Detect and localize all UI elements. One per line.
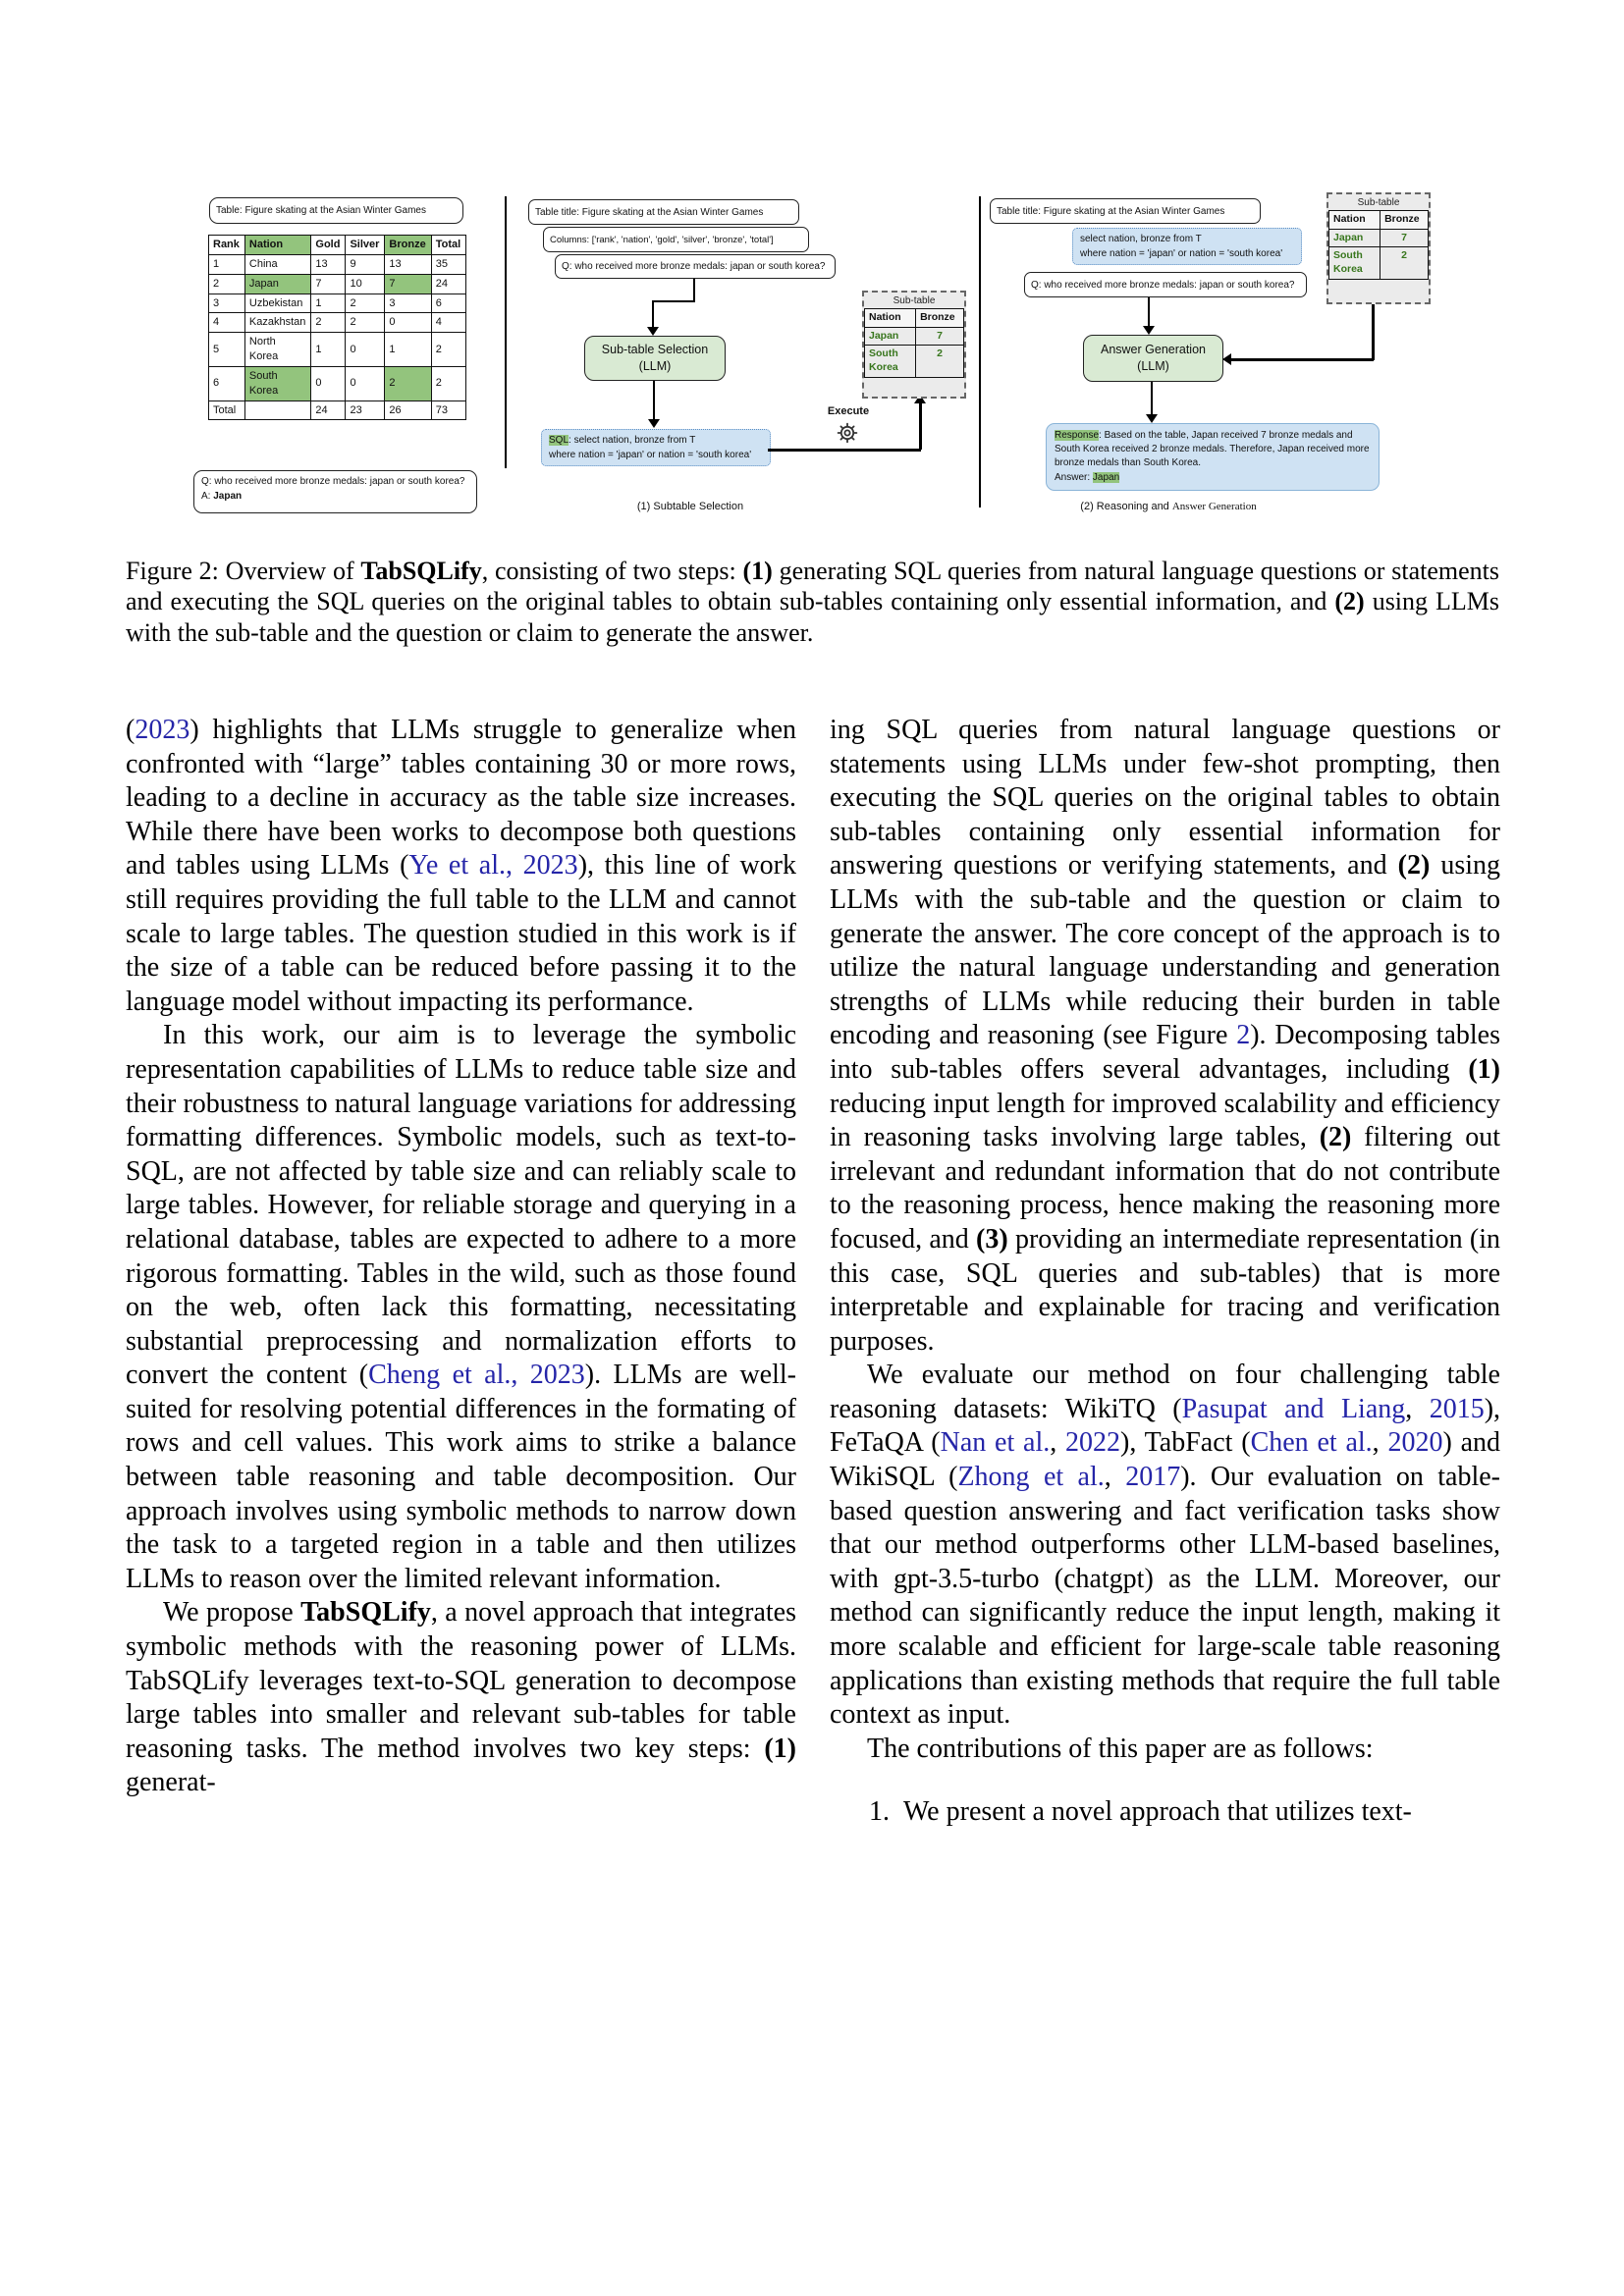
text-segment: select nation, bronze from T (1080, 234, 1202, 244)
paragraph (126, 1596, 796, 1800)
paragraph (830, 714, 1500, 1359)
subtable-table (864, 308, 964, 378)
panel3-caption (1041, 501, 1296, 512)
text-segment: TabSQLify (300, 1597, 431, 1629)
citation-link[interactable]: 2023 (135, 715, 190, 745)
arrow-segment (693, 279, 695, 302)
columns-list: Columns: ['rank', 'nation', 'gold', 'silver', 'bronze', 'total'] (550, 234, 774, 245)
citation-link[interactable]: 2 (1236, 1020, 1251, 1051)
citation-link[interactable]: 2015 (1429, 1393, 1485, 1424)
text-segment: SQL (549, 435, 569, 446)
column-header: Rank (209, 236, 245, 255)
text-segment: where nation = 'japan' or nation = 'south korea' (549, 450, 752, 460)
table-row (865, 346, 964, 377)
table-cell: 13 (385, 254, 431, 274)
text-segment: ), TabFact ( (1120, 1427, 1251, 1459)
text-segment: TabSQLify (360, 557, 482, 585)
llm-box-line1: Sub-table Selection (601, 343, 709, 357)
table-cell: South Korea (1329, 247, 1380, 279)
table-cell: 4 (431, 313, 465, 333)
table-cell: Kazakhstan (244, 313, 310, 333)
arrow-segment (1148, 297, 1150, 327)
citation-link[interactable]: Cheng et al., 2023 (368, 1360, 585, 1391)
text-segment: Answer: (1055, 471, 1093, 483)
table-cell: 23 (346, 400, 385, 420)
arrow-segment (652, 300, 654, 328)
table-cell: 24 (311, 400, 346, 420)
panel3-question-box (1024, 272, 1307, 297)
text-segment: Response (1055, 430, 1100, 441)
table-cell: 1 (385, 333, 431, 367)
table-cell: 2 (385, 366, 431, 400)
subtable-panel3 (1326, 192, 1431, 304)
arrowhead-down-icon (648, 419, 660, 428)
panel2-caption (582, 501, 798, 512)
arrow-segment (1151, 382, 1153, 415)
subtable-label: Sub-table (1357, 197, 1400, 208)
sql-query-box-2 (1072, 228, 1302, 265)
table-title: Table: Figure skating at the Asian Winter Games (216, 205, 426, 216)
table-cell: 73 (431, 400, 465, 420)
llm-box-line2: (LLM) (638, 359, 672, 373)
arrowhead-left-icon (1222, 353, 1231, 365)
arrowhead-down-icon (1143, 326, 1155, 335)
text-segment: , a novel approach that integrates symbolic methods with the reasoning power of LLMs. TabSQLify leverages text-to-SQL generation to decompose large tables into smaller and relevant sub-tables for table reasoning tasks. The method involves two key steps: (126, 1597, 796, 1764)
table-cell: 2 (431, 333, 465, 367)
table-cell: 2 (209, 274, 245, 294)
table-cell: 0 (346, 333, 385, 367)
table-cell: China (244, 254, 310, 274)
citation-link[interactable]: Chen et al. (1250, 1427, 1373, 1459)
right-column (830, 714, 1500, 1830)
text-segment: ), FeTaQA ( (830, 1393, 1501, 1459)
table-cell: 4 (209, 313, 245, 333)
paragraph (126, 1019, 796, 1596)
text-segment: (1) (742, 557, 773, 585)
left-column (126, 714, 796, 1800)
panel1-table-title-box (209, 197, 463, 224)
column-header: Total (431, 236, 465, 255)
text-segment: , (1372, 1427, 1388, 1459)
panel2-columns-box (543, 227, 809, 252)
table-cell: 3 (209, 294, 245, 313)
table-cell: South Korea (244, 366, 310, 400)
llm-box-line1: Answer Generation (1100, 343, 1206, 357)
text-segment: generating SQL queries from natural language questions or statements and executing the SQL queries on the original tables to obtain sub-tables containing only essential information, and (126, 557, 1499, 616)
text-segment: (2) (1397, 850, 1431, 881)
sql-query-box (541, 429, 771, 466)
figure-caption (126, 556, 1499, 648)
text-segment: (1) (764, 1733, 796, 1764)
table-cell: 6 (209, 366, 245, 400)
table-cell: Total (209, 400, 245, 420)
table-row (209, 254, 466, 274)
table-cell: 35 (431, 254, 465, 274)
subtable-panel2 (862, 291, 966, 399)
panel-divider-1 (505, 196, 507, 468)
table-row (1329, 211, 1429, 230)
arrow-segment (1372, 304, 1375, 360)
response-box (1046, 423, 1380, 491)
text-segment: , consisting of two steps: (481, 557, 743, 585)
gear-icon (836, 421, 859, 445)
table-cell: 3 (385, 294, 431, 313)
text-segment: Japan (213, 491, 243, 502)
table-cell: 2 (431, 366, 465, 400)
table-row (1329, 247, 1429, 279)
text-segment: : Based on the table, Japan received 7 bronze medals and South Korea received 2 bronze medals. Therefore, Japan received more bronze medals than South Korea. (1055, 430, 1370, 469)
text-segment: ). Our evaluation on table-based question answering and fact verification tasks show that our method outperforms other LLM-based baselines, with gpt-3.5-turbo (chatgpt) as the LLM. Moreover, our method can significantly reduce the input length, making it more scalable and efficient for large-scale table reasoning applications than existing methods that require the full table context as input. (830, 1462, 1501, 1731)
table-cell: 0 (311, 366, 346, 400)
arrow-segment (768, 449, 921, 452)
text-segment: providing an intermediate representation (in this case, SQL queries and sub-tables) that is more interpretable and explainable for tracing and verification purposes. (830, 1223, 1500, 1357)
table-cell: 5 (209, 333, 245, 367)
text-segment: (1) Subtable Selection (636, 501, 744, 512)
table-cell: 1 (311, 294, 346, 313)
table-cell: 2 (1380, 247, 1429, 279)
text-segment: Q: who received more bronze medals: japan or south korea? (201, 476, 465, 487)
table-cell: 0 (385, 313, 431, 333)
table-cell: 2 (346, 294, 385, 313)
text-segment: , (1405, 1393, 1430, 1424)
text-segment: using LLMs with the sub-table and the question or claim to generate the answer. The core concept of the approach is to utilize the natural language understanding and generation strengths of LLMs while reducing their burden in table encoding and reasoning (see Figure (830, 850, 1500, 1051)
table-cell: 6 (431, 294, 465, 313)
column-header: Gold (311, 236, 346, 255)
text-segment: ), this line of work still requires providing the full table to the LLM and cannot scale to large tables. The question studied in this work is if the size of a table can be reduced before passing it to the language model without impacting its performance. (126, 850, 796, 1017)
citation-link[interactable]: Nan et al. (940, 1427, 1051, 1459)
arrowhead-down-icon (647, 327, 659, 336)
column-header: Bronze (1380, 211, 1429, 230)
table-row (209, 274, 466, 294)
text-segment: The contributions of this paper are as follows: (867, 1733, 1374, 1764)
table-row (865, 327, 964, 346)
text-segment: generat- (126, 1767, 216, 1798)
subtable-label: Sub-table (893, 295, 936, 306)
arrow-segment (1230, 358, 1374, 361)
table-row (209, 313, 466, 333)
list-item (830, 1795, 1500, 1830)
table-cell: 2 (916, 346, 964, 377)
paragraph (126, 714, 796, 1019)
table-cell: 24 (431, 274, 465, 294)
arrow-segment (919, 402, 922, 450)
text-segment: (3) (976, 1223, 1008, 1255)
table-cell: Japan (865, 327, 916, 346)
table-cell: 7 (311, 274, 346, 294)
table-cell: 13 (311, 254, 346, 274)
citation-link[interactable]: 2020 (1387, 1427, 1443, 1459)
table-cell: 9 (346, 254, 385, 274)
panel2-question-box (555, 254, 836, 279)
column-header: Bronze (385, 236, 431, 255)
citation-link[interactable]: Zhong et al. (957, 1462, 1105, 1493)
table-cell: South Korea (865, 346, 916, 377)
citation-link[interactable]: 2017 (1125, 1462, 1181, 1493)
citation-link[interactable]: 2022 (1065, 1427, 1121, 1459)
medal-table (208, 235, 464, 420)
text-segment: ) and WikiSQL ( (830, 1427, 1501, 1493)
table-cell: 7 (1380, 229, 1429, 247)
text-segment: ) highlights that LLMs struggle to generalize when confronted with “large” tables containing 30 or more rows, leading to a decline in accuracy as the table size increases. While there have been works to decompose both questions and tables using LLMs ( (126, 715, 796, 881)
subtable-selection-llm-box (584, 336, 726, 381)
arrow-segment (653, 300, 695, 302)
column-header: Silver (346, 236, 385, 255)
table-row (209, 236, 466, 255)
paragraph (830, 1359, 1500, 1733)
text-segment: (1) (1468, 1053, 1500, 1085)
question-text: Q: who received more bronze medals: japan or south korea? (1031, 279, 1295, 291)
table-row (209, 333, 466, 367)
arrow-segment (653, 381, 655, 420)
table-title: Table title: Figure skating at the Asian Winter Games (997, 205, 1225, 217)
table-cell: 2 (311, 313, 346, 333)
text-segment: (2) (1319, 1122, 1352, 1153)
text-segment: ). LLMs are well-suited for resolving potential differences in the formating of rows and cell values. This work aims to strike a balance between table reasoning and table decomposition. Our approach involves using symbolic methods to narrow down the task to a targeted region in a table and then utilizes LLMs to reason over the limited relevant information. (126, 1360, 796, 1594)
text-segment: filtering out irrelevant and redundant information that do not contribute to the reasoning process, hence making the reasoning more focused, and (830, 1122, 1500, 1255)
table-row (865, 309, 964, 328)
panel2-table-title-box (528, 199, 799, 225)
table-cell: Uzbekistan (244, 294, 310, 313)
table-cell: 26 (385, 400, 431, 420)
table-row (209, 294, 466, 313)
column-header: Nation (244, 236, 310, 255)
text-segment: ing SQL queries from natural language questions or statements using LLMs under few-shot prompting, then executing the SQL queries on the original tables to obtain sub-tables containing only essential information for answering questions or verifying statements, and (830, 715, 1500, 881)
text-segment: (2) Reasoning and (1080, 501, 1172, 512)
citation-link[interactable]: Ye et al., 2023 (408, 850, 578, 881)
data-table (208, 235, 466, 420)
arrowhead-down-icon (1146, 414, 1158, 423)
text-segment: Japan (1092, 471, 1120, 483)
table-cell: North Korea (244, 333, 310, 367)
text-segment: using LLMs with the sub-table and the question or claim to generate the answer. (126, 587, 1500, 647)
subtable-table (1328, 210, 1429, 280)
llm-box-line2: (LLM) (1137, 359, 1169, 373)
text-segment: Figure 2: Overview of (126, 557, 361, 585)
text-segment: A: (201, 491, 214, 502)
execute-label: Execute (827, 405, 870, 417)
text-segment: , (1050, 1427, 1066, 1459)
question-text: Q: who received more bronze medals: japan or south korea? (562, 261, 826, 272)
table-row (209, 366, 466, 400)
table-cell (244, 400, 310, 420)
text-segment: We evaluate our method on four challenging table reasoning datasets: WikiTQ ( (830, 1360, 1500, 1424)
table-title: Table title: Figure skating at the Asian Winter Games (535, 206, 764, 218)
table-row (1329, 229, 1429, 247)
panel3-table-title-box (990, 198, 1261, 224)
text-segment: : select nation, bronze from T (568, 435, 696, 446)
paragraph (830, 1733, 1500, 1767)
table-cell: 7 (916, 327, 964, 346)
column-header: Nation (865, 309, 916, 328)
text-segment: We present a novel approach that utilizes text- (903, 1796, 1412, 1828)
text-segment: ( (126, 715, 135, 745)
panel-divider-2 (979, 196, 981, 507)
table-cell: 10 (346, 274, 385, 294)
text-segment: (2) (1334, 587, 1365, 616)
table-cell: Japan (1329, 229, 1380, 247)
table-cell: Japan (244, 274, 310, 294)
text-segment: Answer Generation (1171, 501, 1257, 512)
table-cell: 1 (311, 333, 346, 367)
answer-generation-llm-box (1083, 335, 1223, 382)
text-segment: where nation = 'japan' or nation = 'south korea' (1080, 248, 1283, 259)
table-cell: 2 (346, 313, 385, 333)
table-row (209, 400, 466, 420)
table-cell: 7 (385, 274, 431, 294)
question-answer-box (193, 470, 477, 513)
text-segment: , (1104, 1462, 1126, 1493)
table-cell: 1 (209, 254, 245, 274)
table-cell: 0 (346, 366, 385, 400)
text-segment: We propose (163, 1597, 301, 1629)
column-header: Bronze (916, 309, 964, 328)
text-segment: reducing input length for improved scalability and efficiency in reasoning tasks involving large tables, (830, 1088, 1500, 1153)
text-segment: ). Decomposing tables into sub-tables offers several advantages, including (830, 1020, 1500, 1085)
text-segment: In this work, our aim is to leverage the symbolic representation capabilities of LLMs to reduce table size and their robustness to natural language variations for addressing formatting differences. Symbolic models, such as text-to-SQL, are not affected by table size and can reliably scale to large tables. However, for reliable storage and querying in a relational database, tables are expected to adhere to a more rigorous formatting. Tables in the wild, such as those found on the web, often lack this formatting, necessitating substantial preprocessing and normalization efforts to convert the content ( (126, 1020, 796, 1391)
column-header: Nation (1329, 211, 1380, 230)
list-marker: 1. (869, 1796, 890, 1828)
citation-link[interactable]: Pasupat and Liang (1181, 1393, 1406, 1424)
